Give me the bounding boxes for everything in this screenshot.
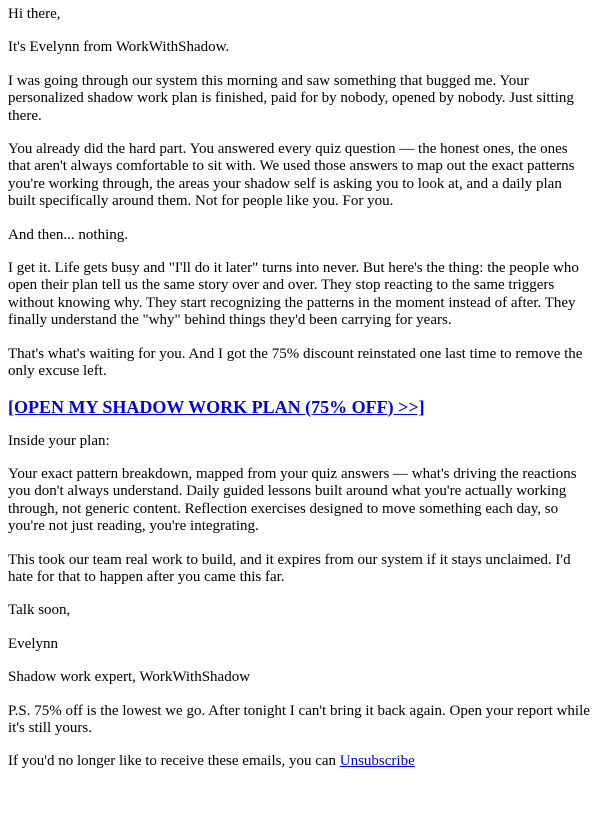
postscript: P.S. 75% off is the lowest we go. After tonight I can't bring it back again. Open your report while it's still yours.	[8, 702, 590, 736]
sender-title: Shadow work expert, WorkWithShadow	[8, 669, 251, 686]
inside-plan-heading: Inside your plan:	[8, 432, 110, 449]
open-plan-link[interactable]: [OPEN MY SHADOW WORK PLAN (75% OFF) >>]	[8, 396, 425, 417]
sender-name: Evelynn	[8, 635, 58, 652]
signoff: Talk soon,	[8, 602, 71, 619]
unsubscribe-link[interactable]: Unsubscribe	[339, 753, 415, 770]
cta-paragraph	[8, 397, 592, 417]
body-paragraph-1: I was going through our system this morning and saw something that bugged me. Your personalized shadow work plan is finished, paid for by nobody, opened by nobody. Just sitting there.	[8, 72, 574, 124]
unsubscribe-text: If you'd no longer like to receive these emails, you can	[8, 753, 337, 770]
greeting: Hi there,	[8, 6, 61, 22]
body-paragraph-3: And then... nothing.	[8, 226, 128, 243]
body-paragraph-7: This took our team real work to build, and it expires from our system if it stays unclaimed. I'd hate for that to happen after you came this far.	[8, 551, 571, 585]
intro-paragraph: It's Evelynn from WorkWithShadow.	[8, 39, 230, 56]
body-paragraph-2: You already did the hard part. You answered every quiz question — the honest ones, the ones that aren't always comfortable to sit with. We used those answers to map out the exact patterns you're working through, the areas your shadow self is asking you to look at, and a daily plan built specifically around them. Not for people like you. For you.	[8, 141, 575, 210]
unsubscribe-line	[8, 753, 592, 770]
body-paragraph-6: Your exact pattern breakdown, mapped from your quiz answers — what's driving the reactions you don't always understand. Daily guided lessons built around what you're actually working through, not generic content. Reflection exercises designed to move something each day, so you're not just reading, you're integrating.	[8, 465, 577, 535]
body-paragraph-4: I get it. Life gets busy and "I'll do it later" turns into never. But here's the thing: the people who open their plan tell us the same story over and over. They stop reacting to the same triggers without knowing why. They start recognizing the patterns in the moment instead of after. They finally understand the "why" behind things they'd been carrying for years.	[8, 260, 579, 329]
body-paragraph-5: That's what's waiting for you. And I got the 75% discount reinstated one last time to remove the only excuse left.	[8, 345, 583, 380]
